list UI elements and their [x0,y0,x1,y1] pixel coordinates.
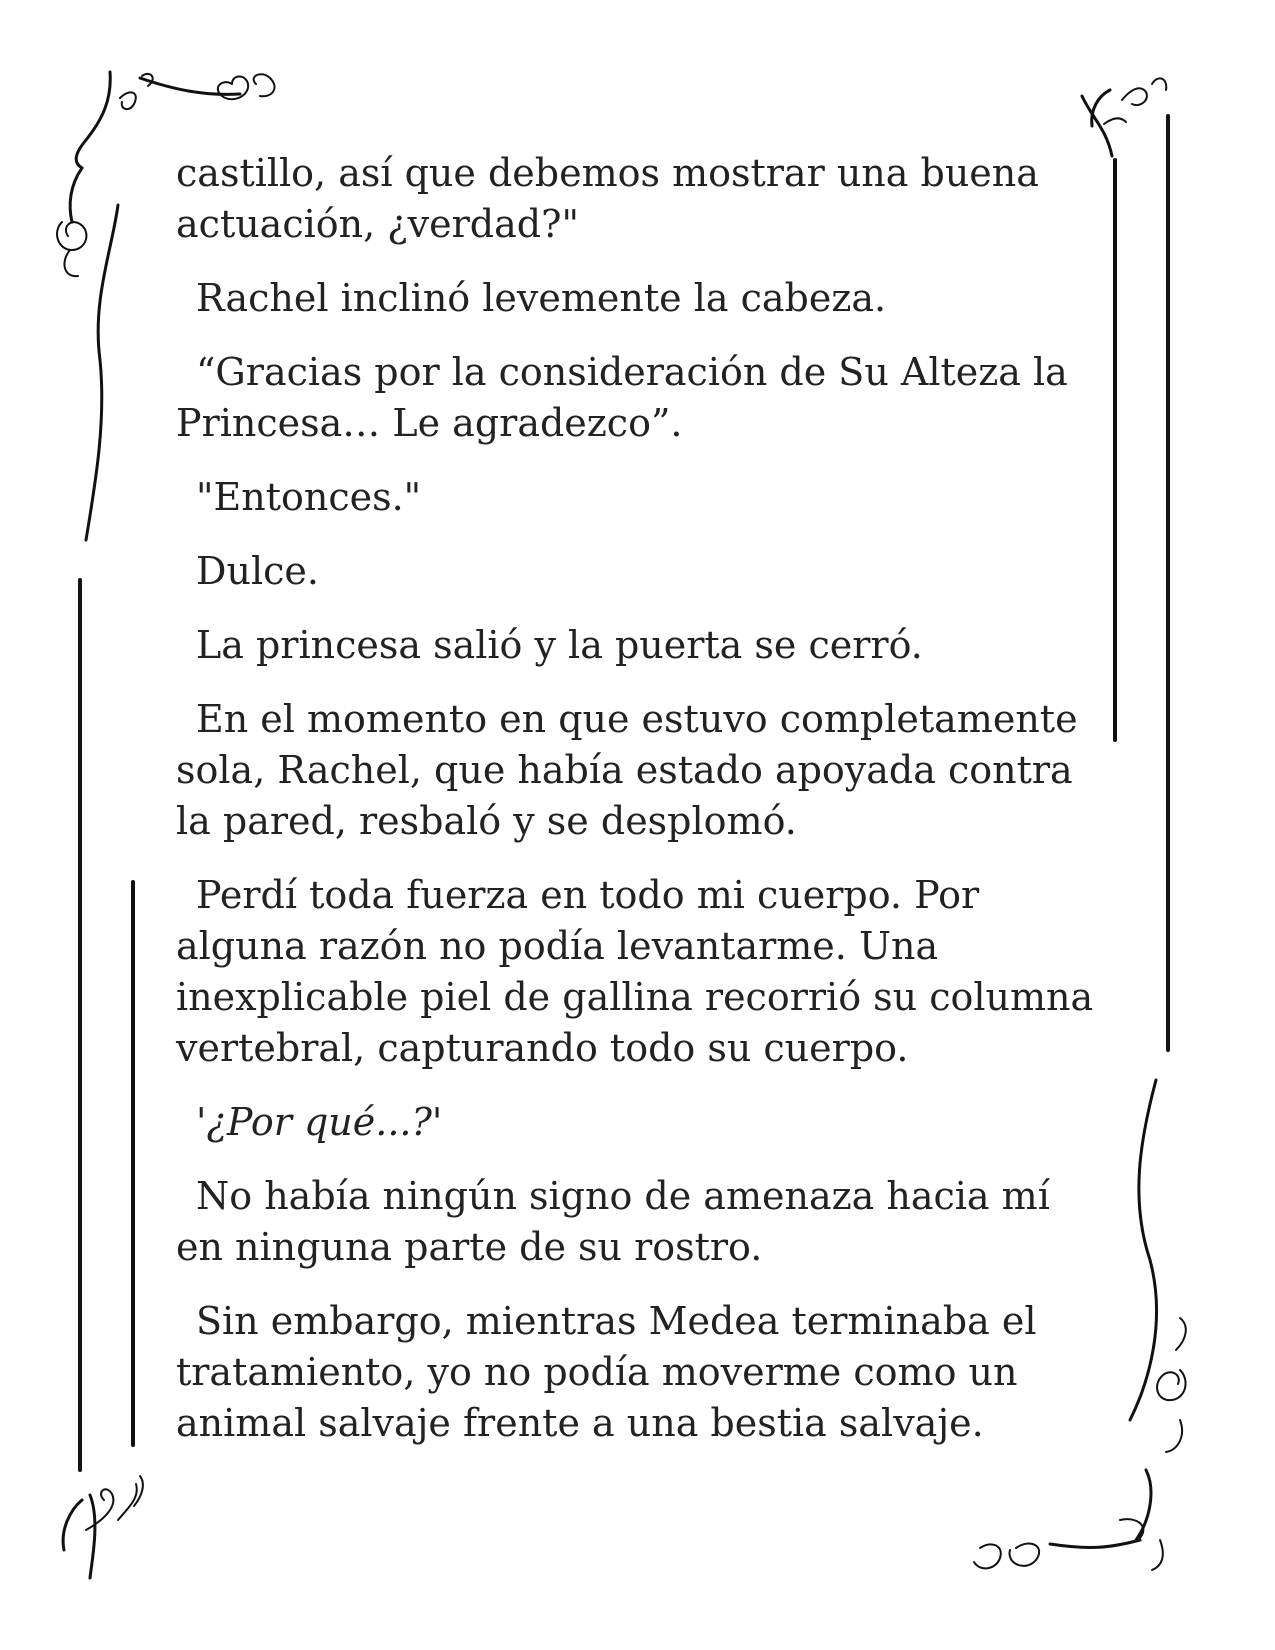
paragraph-3: “Gracias por la consideración de Su Alteza la Princesa… Le agradezco”. [176,350,1068,445]
paragraph-1: castillo, así que debemos mostrar una buena actuación, ¿verdad?" [176,151,1039,246]
paragraph-2: Rachel inclinó levemente la cabeza. [196,276,887,320]
paragraph-5: Dulce. [196,549,319,593]
paragraph-11: Sin embargo, mientras Medea terminaba el tratamiento, yo no podía moverme como un animal salvaje frente a una bestia salvaje. [176,1299,1037,1445]
top-right-flourish-icon [1082,78,1166,156]
paragraph-4: "Entonces." [196,475,422,519]
paragraph-7: En el momento en que estuvo completamente sola, Rachel, que había estado apoyada contra la pared, resbaló y se desplomó. [176,697,1078,843]
paragraph-6: La princesa salió y la puerta se cerró. [196,623,923,667]
page-text [176,148,1096,1472]
paragraph-10: No había ningún signo de amenaza hacia mí en ninguna parte de su rostro. [176,1174,1050,1269]
paragraph-9-thought: '¿Por qué...?' [196,1100,443,1144]
bottom-left-flourish-icon [63,1476,143,1578]
paragraph-8: Perdí toda fuerza en todo mi cuerpo. Por alguna razón no podía levantarme. Una inexplicable piel de gallina recorrió su columna vertebral, capturando todo su cuerpo. [176,873,1094,1070]
